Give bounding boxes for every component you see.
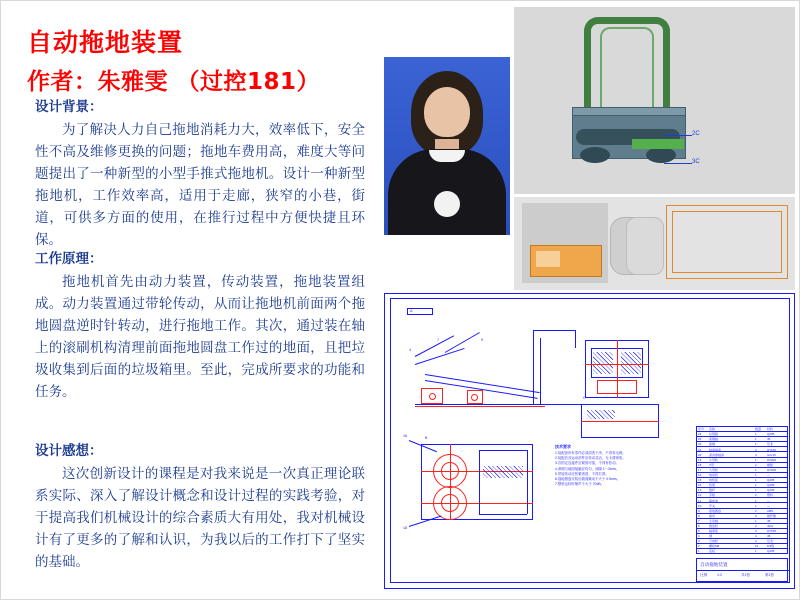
cell-qty: 2 [755, 539, 757, 544]
cad-bearing-circle [429, 393, 436, 400]
cell-name: 推杆 [709, 488, 716, 493]
cell-material: — [767, 498, 770, 503]
cad-balloon-num: 7 [437, 338, 439, 342]
cell-qty: 1 [755, 488, 757, 493]
cell-qty: 1 [755, 437, 757, 442]
cell-material: — [767, 503, 770, 508]
render-handle-inner [600, 27, 654, 119]
cell-name: 底板 [709, 549, 716, 554]
cell-name: 锥齿轮 [709, 523, 719, 528]
cad-notes-title: 技术要求 [555, 444, 571, 449]
left-text-column [1, 1, 379, 601]
cell-name: 拖地圆盘 [709, 508, 722, 513]
cell-name: 拖布 [709, 513, 716, 518]
cell-material: ABS [767, 508, 774, 513]
cell-material: 40Cr [767, 523, 774, 528]
cad-line [479, 450, 480, 514]
cell-material: Q235 [767, 478, 775, 483]
cell-no: 9 [698, 508, 700, 513]
cell-no: 23 [698, 437, 702, 442]
cad-parts-list [696, 426, 788, 554]
render-outline-frame-inner [672, 211, 782, 273]
cell-no: 4 [698, 534, 700, 539]
cell-qty: 1 [755, 457, 757, 462]
cad-note-item: 2.装配后各运动部件应转动灵活，无卡滞现象。 [555, 456, 626, 461]
cad-line [527, 450, 528, 514]
cad-line [479, 450, 527, 451]
section-heading: 工作原理： [35, 251, 103, 267]
cell-material: 45 [767, 518, 771, 523]
render-label-2c: 2C [692, 131, 700, 137]
cad-centerline [585, 364, 649, 365]
section-design-reflection [35, 441, 365, 574]
cad-note-item: 5.带轮传动应张紧适度，不得打滑。 [555, 471, 609, 476]
cell-qty: 2 [755, 508, 757, 513]
cell-name: 滚刷 [709, 442, 716, 447]
cell-name: 主动轴 [709, 518, 719, 523]
cad-centerline [415, 406, 545, 407]
cell-name: V带 [709, 462, 715, 467]
cad-line [575, 330, 576, 348]
cell-qty: 4 [755, 534, 757, 539]
author-photo [384, 57, 510, 235]
cad-line [533, 330, 575, 331]
cell-qty: 2 [755, 523, 757, 528]
render-belt-guard [632, 139, 684, 149]
cad-centerline [450, 444, 451, 520]
cell-no: 2 [698, 544, 700, 549]
render-mop-disc-right [646, 147, 676, 163]
render-mop-disc-left [580, 147, 610, 163]
cad-centerline [581, 421, 659, 422]
cell-no: 1 [698, 549, 700, 554]
cell-qty: 2 [755, 447, 757, 452]
table-row [697, 549, 787, 554]
cad-view-label: B [425, 436, 428, 440]
cell-no: 序号 [698, 427, 705, 432]
section-body: 这次创新设计的课程是对我来说是一次真正理论联系实际、深入了解设计概念和设计过程的实践考验，对于提高我们机械设计的综合素质大有用处，我对机械设计有了更多的了解和认识，为我以后的工作打下了坚实的基础。 [35, 466, 365, 570]
cell-no: 18 [698, 462, 702, 467]
cad-note-item: 6.拖地圆盘安装后端面跳动不大于 0.5mm。 [555, 477, 620, 482]
cell-no: 14 [698, 483, 702, 488]
cell-no: 12 [698, 493, 702, 498]
cell-qty: 1 [755, 442, 757, 447]
cell-material: — [767, 473, 770, 478]
section-heading: 设计感想： [35, 443, 103, 459]
render-callout-line [664, 135, 692, 136]
cad-section-hatch [621, 352, 641, 374]
cad-drawing-name: 自动拖地装置 [700, 562, 728, 567]
cell-material: HT150 [767, 447, 777, 452]
cell-material: 棉纤维 [767, 513, 777, 518]
cad-note-item: 1.装配前所有零件必须清洗干净，不得有毛刺。 [555, 451, 626, 455]
cell-no: 22 [698, 442, 702, 447]
cell-material: 尼龙 [767, 442, 774, 447]
cell-no: 10 [698, 503, 702, 508]
cad-technical-notes [555, 444, 659, 487]
cell-material: 尼龙 [767, 539, 774, 544]
cell-material: 45 [767, 437, 771, 442]
cell-name: 垃圾箱 [709, 432, 719, 437]
cell-qty: 1 [755, 549, 757, 554]
render-cylinder-front [626, 217, 664, 275]
cell-no: 13 [698, 488, 702, 493]
cell-no: 15 [698, 478, 702, 483]
cad-line [479, 514, 527, 515]
cell-material: Q235 [767, 483, 775, 488]
cad-sheet-number: 第1张 [765, 573, 775, 577]
photo-shirt-graphic [434, 191, 460, 217]
cell-no: 11 [698, 498, 702, 503]
cad-section-hatch [593, 352, 613, 374]
cell-name: 轴承座 [709, 529, 719, 534]
cell-qty: 2 [755, 462, 757, 467]
cell-material: HT200 [767, 467, 777, 472]
cell-no: 16 [698, 473, 702, 478]
cell-name: 名称 [709, 427, 716, 432]
cad-scale-label: 比例 [700, 573, 708, 577]
cad-assembly-drawing [384, 293, 795, 589]
cell-no: 17 [698, 467, 702, 472]
cell-name: 键 [709, 534, 713, 539]
cad-line [415, 404, 583, 405]
cell-material: 塑料 [767, 493, 774, 498]
cell-qty: 1 [755, 467, 757, 472]
author-line: 作者：朱雅雯 （过控181） [27, 69, 321, 95]
cad-note-item: 7.整机运转时噪声不大于 70dB。 [555, 482, 604, 487]
cad-view-label: C [583, 396, 586, 400]
cad-balloon-num: 18 [403, 526, 407, 530]
cad-part-outline [597, 380, 637, 394]
cell-name: 深沟球轴承 [709, 452, 725, 457]
cell-material: 橡胶 [767, 462, 774, 467]
cell-qty: 数量 [755, 427, 762, 432]
cell-no: 5 [698, 529, 700, 534]
render-label-3c: 3C [692, 159, 700, 165]
cad-sheet-total: 共1张 [741, 573, 751, 577]
cad-divider [697, 570, 789, 571]
render-3d-assembly [514, 7, 795, 194]
cell-qty: 1 [755, 478, 757, 483]
cell-name: 电机座 [709, 478, 719, 483]
cell-name: 万向轮 [709, 539, 719, 544]
cell-no: 8 [698, 513, 700, 518]
cell-material: GCr15 [767, 452, 776, 457]
cell-name: 蓄电池 [709, 498, 719, 503]
cad-line [540, 338, 541, 404]
cad-centerline [421, 503, 533, 504]
cell-name: 开关 [709, 503, 716, 508]
cad-view-tag-label: A [410, 309, 413, 313]
cell-name: 小带轮 [709, 457, 719, 462]
cad-note-item: 4.滚刷与地面接触应均匀，间隙 1～3mm。 [555, 466, 620, 471]
section-heading: 设计背景： [35, 99, 103, 115]
cell-no: 19 [698, 457, 702, 462]
cell-material: Q235 [767, 432, 775, 437]
cad-scale-value: 1:2 [717, 573, 722, 577]
cell-qty: 1 [755, 432, 757, 437]
cell-material: 8.8级 [767, 544, 775, 549]
section-body: 拖地机首先由动力装置，传动装置，拖地装置组成。动力装置通过带轮传动，从而让拖地机前面两个拖地圆盘逆时针转动，进行拖地工作。其次，通过装在轴上的滚刷机构清理前面拖地圆盘工作过的地面，且把垃圾收集到后面的垃圾箱里。至此，完成所要求的功能和任务。 [35, 274, 365, 400]
cell-qty: 2 [755, 493, 757, 498]
cell-material: HT200 [767, 457, 777, 462]
cell-qty: 1 [755, 503, 757, 508]
photo-face [424, 87, 470, 137]
cell-material: 材料 [767, 427, 774, 432]
cad-balloon-num: 4 [409, 348, 411, 352]
cell-qty: 4 [755, 452, 757, 457]
cell-no: 20 [698, 452, 702, 457]
cad-note-item: 3.各固定连接件应紧固可靠，不得有松动。 [555, 461, 619, 466]
render-orange-detail [536, 251, 560, 267]
cell-no: 7 [698, 518, 700, 523]
cell-material: Q235 [767, 488, 775, 493]
cad-section-hatch [483, 466, 523, 478]
cell-qty: 1 [755, 483, 757, 488]
render-exploded-view [514, 197, 795, 290]
cad-balloon-num: 16 [403, 434, 407, 438]
cell-name: 螺栓M8 [709, 544, 720, 549]
cell-no: 21 [698, 447, 702, 452]
cell-name: 电动机 [709, 473, 719, 478]
cad-section-hatch [587, 410, 615, 419]
page-title: 自动拖地装置 [27, 28, 184, 57]
cell-qty: 12 [755, 544, 759, 549]
cell-name: 手柄 [709, 493, 716, 498]
cell-name: 轴承端盖 [709, 447, 722, 452]
cell-qty: 2 [755, 513, 757, 518]
cad-line [533, 330, 534, 405]
cell-no: 3 [698, 539, 700, 544]
cad-bearing-circle [471, 394, 478, 401]
cell-qty: 4 [755, 529, 757, 534]
section-body: 为了解决人力自己拖地消耗力大，效率低下，安全性不高及维修更换的问题；拖地车费用高，难度大等问题提出了一种新型的小型手推式拖地机。设计一种新型拖地机，工作效率高，适用于走廊，狭窄的小巷，街道，可供多方面的使用，在推行过程中方便快捷且环保。 [35, 122, 365, 248]
cell-name: 滚刷轴 [709, 437, 719, 442]
render-callout-line [664, 163, 692, 164]
cell-no: 24 [698, 432, 702, 437]
section-working-principle [35, 249, 365, 403]
cell-material: 45 [767, 534, 771, 539]
cell-name: 机架 [709, 483, 716, 488]
cell-qty: 1 [755, 518, 757, 523]
cell-material: Q235 [767, 549, 775, 554]
cad-title-block [696, 558, 788, 582]
cell-material: HT150 [767, 529, 777, 534]
cell-qty: 1 [755, 473, 757, 478]
section-design-background [35, 97, 365, 251]
cell-no: 6 [698, 523, 700, 528]
cad-balloon-num: 9 [481, 338, 483, 342]
cell-qty: 1 [755, 498, 757, 503]
cell-name: 大带轮 [709, 467, 719, 472]
